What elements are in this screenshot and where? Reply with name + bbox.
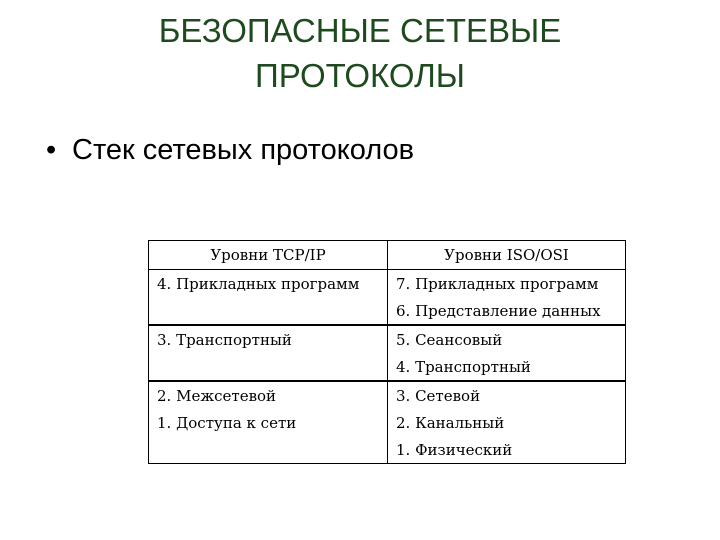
bullet-text: Стек сетевых протоколов: [72, 134, 415, 166]
table-row: [149, 325, 626, 353]
tcpip-cell: 2. Межсетевой: [149, 381, 388, 409]
header-osi: Уровни ISO/OSI: [388, 241, 626, 270]
tcpip-cell: 1. Доступа к сети: [149, 409, 388, 436]
tcpip-cell: 3. Транспортный: [149, 325, 388, 353]
bullet-marker: •: [46, 134, 57, 166]
osi-cell: 4. Транспортный: [388, 353, 626, 381]
table-header-row: [149, 241, 626, 270]
table-row: [149, 381, 626, 409]
osi-cell: 3. Сетевой: [396, 386, 481, 405]
osi-cell: 1. Физический: [396, 440, 513, 459]
slide-title-line-1: БЕЗОПАСНЫЕ СЕТЕВЫЕ: [158, 12, 562, 49]
osi-cell: 2. Канальный: [396, 413, 505, 432]
table-row: [149, 436, 626, 464]
slide-title-line-2: ПРОТОКОЛЫ: [254, 57, 466, 94]
osi-cell: 5. Сеансовый: [396, 330, 503, 349]
tcpip-cell: [149, 353, 388, 381]
table-row: [149, 409, 626, 436]
tcpip-cell: [149, 297, 388, 325]
osi-cell: 6. Представление данных: [388, 297, 626, 325]
table-row: [149, 353, 626, 381]
table-row: [149, 270, 626, 298]
tcpip-cell: 4. Прикладных программ: [149, 270, 388, 298]
table-row: [149, 297, 626, 325]
tcpip-cell: [149, 436, 388, 464]
osi-cell: 7. Прикладных программ: [396, 274, 599, 293]
slide-title: [0, 8, 720, 98]
protocol-stack-table: [148, 240, 626, 464]
bullet-item: [46, 132, 414, 168]
header-tcpip: Уровни TCP/IP: [149, 241, 388, 270]
